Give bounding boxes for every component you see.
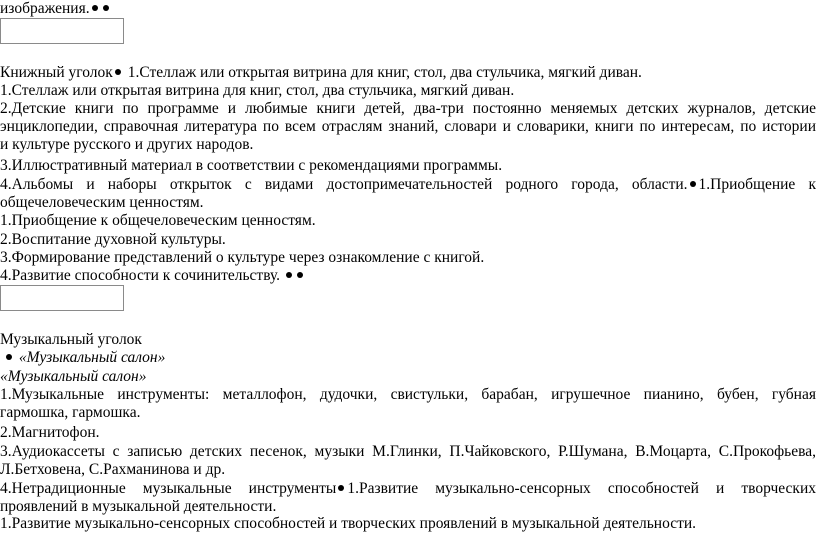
- bullet-icon: [297, 272, 303, 278]
- book-item-4-line1: [0, 176, 816, 194]
- bullet-icon: [690, 181, 696, 187]
- bullet-icon: [6, 354, 12, 360]
- book-item-2-line1: 2.Детские книги по программе и любимые книги детей, два-три постоянно меняемых детских журналов, детские: [0, 100, 816, 117]
- music-goal-1: 1.Развитие музыкально-сенсорных способностей и творческих проявлений в музыкальной деятельности.: [0, 515, 697, 532]
- book-goal-inline: 1.Приобщение к: [698, 176, 816, 193]
- bullet-icon: [92, 5, 98, 11]
- bullet-icon: [115, 69, 121, 75]
- image-placeholder-box: [0, 18, 124, 44]
- book-inline-item: 1.Стеллаж или открытая витрина для книг, стол, два стульчика, мягкий диван.: [127, 64, 642, 81]
- book-goal-3: 3.Формирование представлений о культуре через ознакомление с книгой.: [0, 249, 485, 266]
- book-item-1: 1.Стеллаж или открытая витрина для книг, стол, два стульчика, мягкий диван.: [0, 82, 515, 99]
- music-item-3-line1: 3.Аудиокассеты с записью детских песенок, музыки М.Глинки, П.Чайковского, Р.Шумана, В.Моцарта, С.Прокофьева,: [0, 443, 816, 460]
- top-line: [0, 0, 816, 18]
- music-goal-inline: 1.Развитие музыкально-сенсорных способностей и творческих: [347, 480, 816, 497]
- book-goal-1: 1.Приобщение к общечеловеческим ценностям.: [0, 212, 316, 229]
- book-goal-4-line: [0, 267, 816, 285]
- music-title: Музыкальный уголок: [0, 331, 142, 348]
- music-item-1-line2: гармошка, гармошка.: [0, 404, 141, 421]
- book-item-4-line2: общечеловеческим ценностям.: [0, 194, 204, 211]
- music-salon: «Музыкальный салон»: [0, 368, 147, 385]
- music-salon-bullet: «Музыкальный салон»: [18, 349, 166, 366]
- book-item-3: 3.Иллюстративный материал в соответствии с рекомендациями программы.: [0, 157, 503, 174]
- bullet-icon: [338, 485, 344, 491]
- bullet-icon: [286, 272, 292, 278]
- music-salon-bullet-line: [0, 349, 816, 367]
- book-goal-4: 4.Развитие способности к сочинительству.: [0, 267, 281, 284]
- music-item-3-line2: Л.Бетховена, С.Рахманинова и др.: [0, 461, 226, 478]
- music-item-2: 2.Магнитофон.: [0, 424, 100, 441]
- book-item-2-line2: энциклопедии, справочная литература по всем отраслям знаний, словари и словарики, книги по интересам, по истории: [0, 118, 816, 135]
- music-item-4-line2: проявлений в музыкальной деятельности.: [0, 498, 277, 515]
- book-goal-2: 2.Воспитание духовной культуры.: [0, 231, 226, 248]
- book-item-4-text: 4.Альбомы и наборы открыток с видами достопримечательностей родного города, области.: [0, 176, 688, 193]
- book-heading-line: [0, 64, 816, 82]
- bullet-icon: [103, 5, 109, 11]
- music-item-4-text: 4.Нетрадиционные музыкальные инструменты: [0, 480, 337, 497]
- book-title: Книжный уголок: [0, 64, 113, 81]
- music-item-1-line1: 1.Музыкальные инструменты: металлофон, дудочки, свистульки, барабан, игрушечное пианино, бубен, губная: [0, 386, 816, 403]
- music-item-4-line1: [0, 480, 816, 498]
- top-text: изображения.: [0, 0, 90, 17]
- image-placeholder-box: [0, 285, 124, 311]
- book-item-2-line3: и культуре русского и других народов.: [0, 136, 254, 153]
